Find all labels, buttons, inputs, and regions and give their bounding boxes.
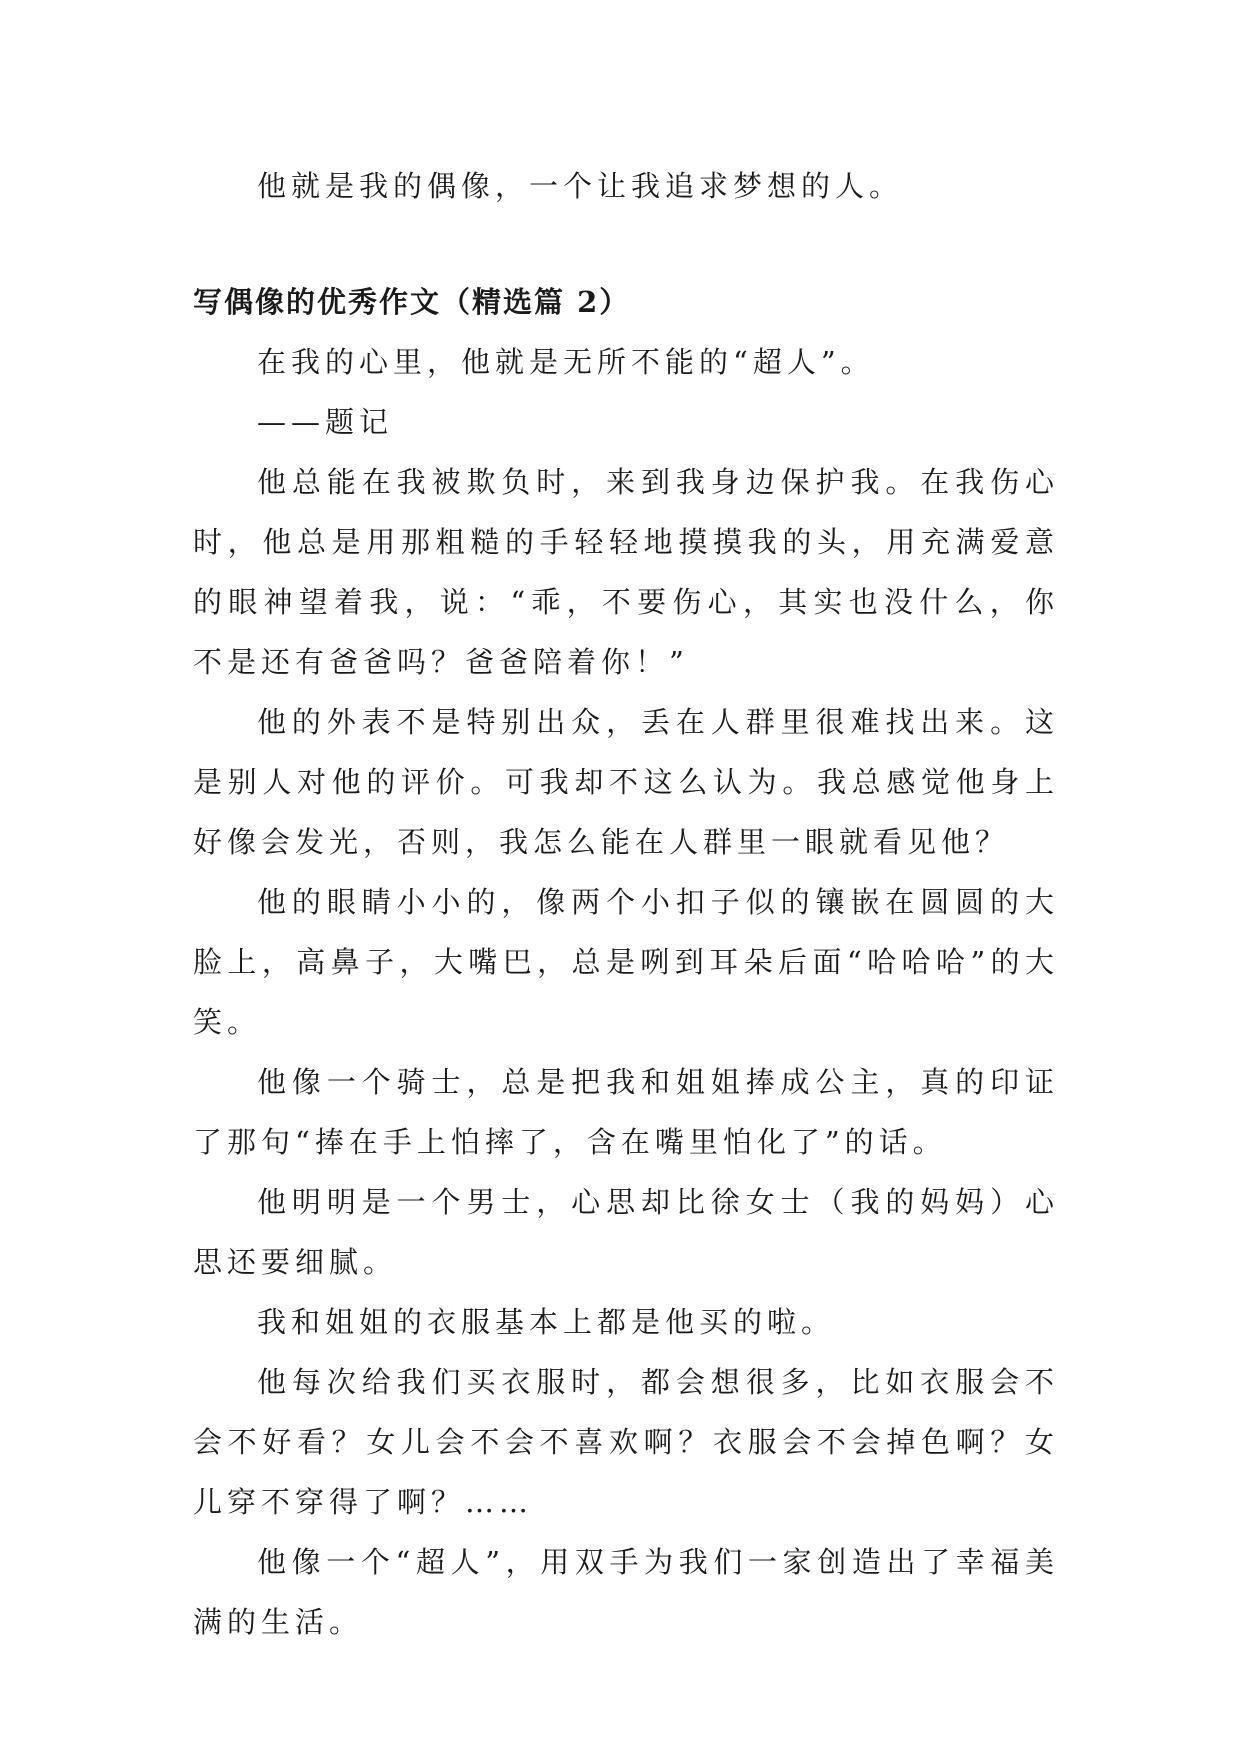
paragraph: 我和姐姐的衣服基本上都是他买的啦。 — [257, 1305, 836, 1339]
paragraph: 他的眼睛小小的，像两个小扣子似的镶嵌在圆圆的大脸上，高鼻子，大嘴巴，总是咧到耳朵后面“哈哈哈”的大笑。 — [193, 885, 1059, 1039]
paragraph: 他的外表不是特别出众，丢在人群里很难找出来。这是别人对他的评价。可我却不这么认为。我总感觉他身上好像会发光，否则，我怎么能在人群里一眼就看见他？ — [193, 705, 1059, 859]
paragraph: 他像一个骑士，总是把我和姐姐捧成公主，真的印证了那句“捧在手上怕摔了，含在嘴里怕化了”的话。 — [193, 1065, 1059, 1159]
section-title: 写偶像的优秀作文（精选篇 2） — [193, 285, 631, 319]
paragraph-epigraph-attribution: ——题记 — [257, 405, 394, 439]
paragraph: 他明明是一个男士，心思却比徐女士（我的妈妈）心思还要细腻。 — [193, 1185, 1059, 1279]
paragraph: 他总能在我被欺负时，来到我身边保护我。在我伤心时，他总是用那粗糙的手轻轻地摸摸我的头，用充满爱意的眼神望着我，说：“乖，不要伤心，其实也没什么，你不是还有爸爸吗？爸爸陪着你！” — [193, 465, 1059, 679]
paragraph: 他像一个“超人”，用双手为我们一家创造出了幸福美满的生活。 — [193, 1545, 1059, 1639]
essay-body — [193, 332, 1059, 1652]
paragraph: 他每次给我们买衣服时，都会想很多，比如衣服会不会不好看？女儿会不会不喜欢啊？衣服会不会掉色啊？女儿穿不穿得了啊？…… — [193, 1365, 1059, 1519]
intro-paragraph: 他就是我的偶像，一个让我追求梦想的人。 — [257, 169, 904, 203]
paragraph-epigraph: 在我的心里，他就是无所不能的“超人”。 — [257, 345, 875, 379]
